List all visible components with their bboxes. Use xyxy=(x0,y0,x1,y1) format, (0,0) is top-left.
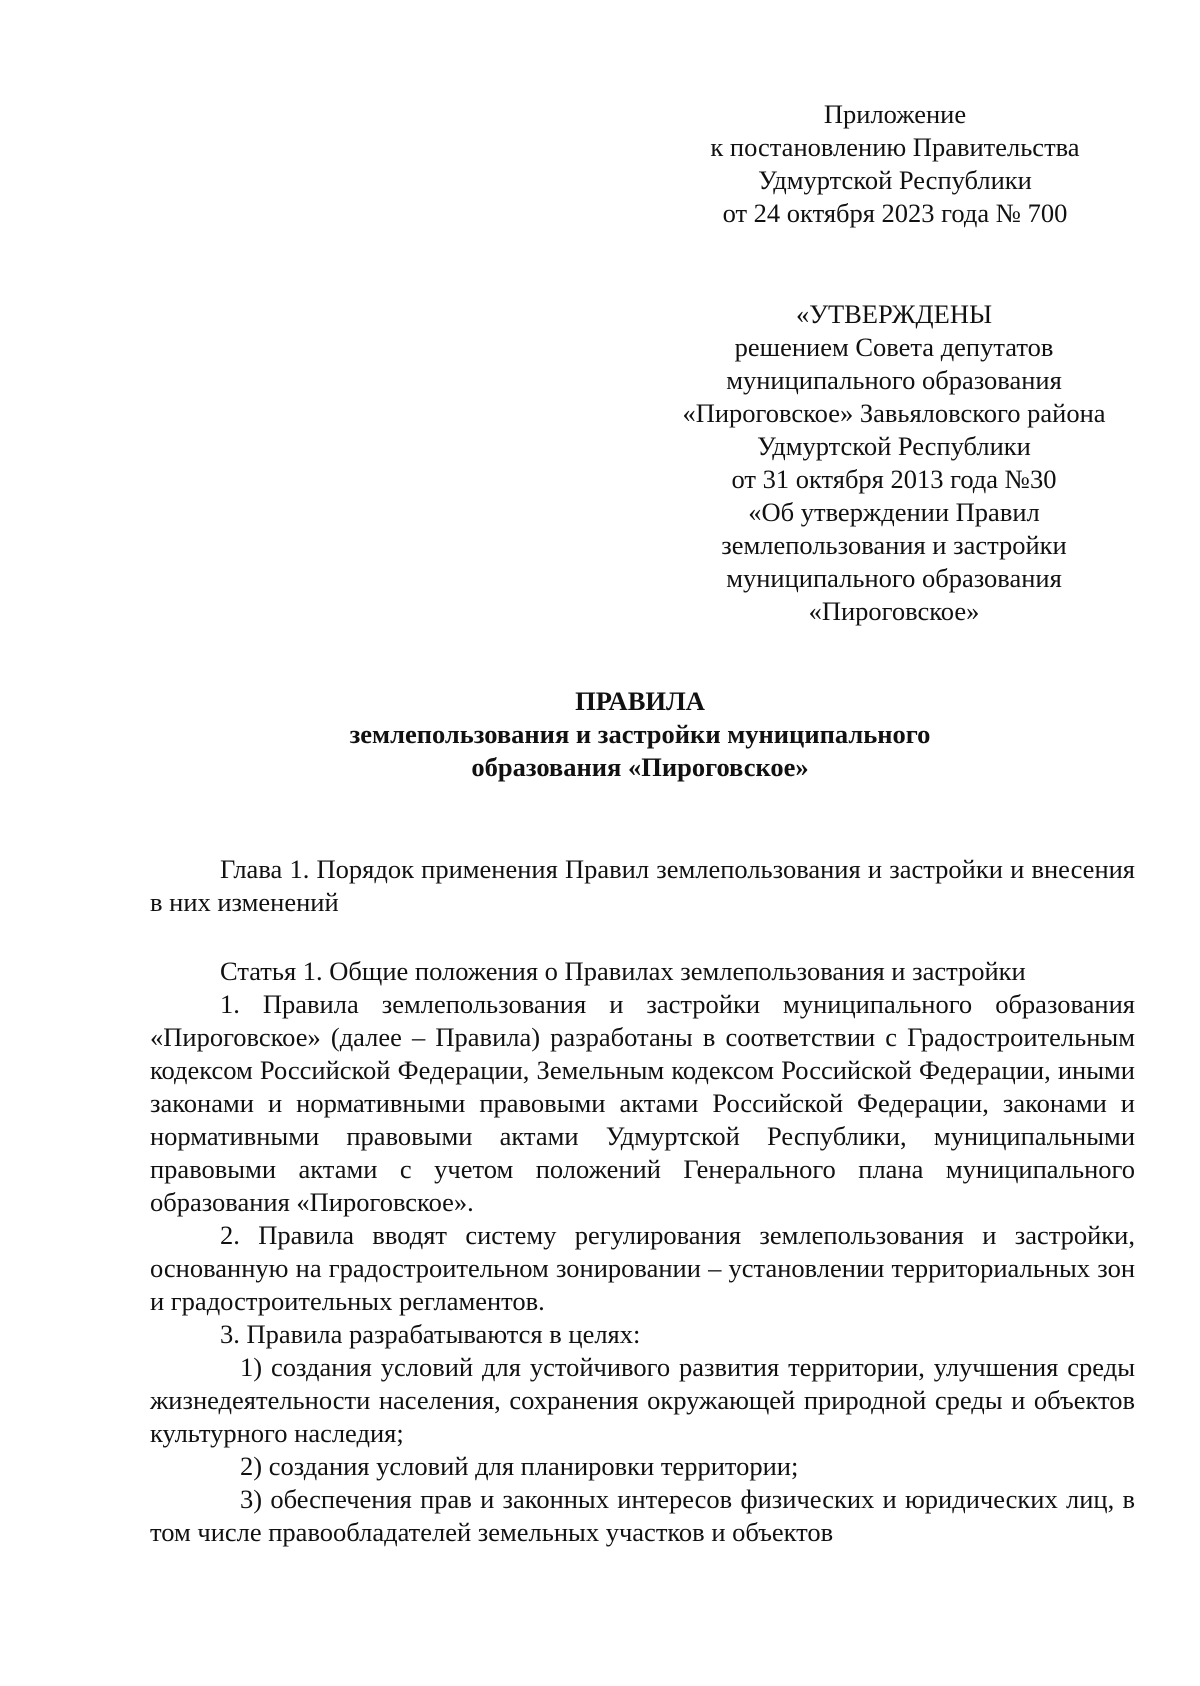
approval-line: муниципального образования xyxy=(726,563,1062,593)
approval-line: решением Совета депутатов xyxy=(734,332,1054,362)
approval-line: от 31 октября 2013 года №30 xyxy=(731,464,1057,494)
title-line: землепользования и застройки муниципального xyxy=(349,719,931,749)
approval-line: муниципального образования xyxy=(726,365,1062,395)
appendix-block xyxy=(660,98,1130,230)
appendix-line: к постановлению Правительства xyxy=(710,132,1080,162)
chapter-heading: Глава 1. Порядок применения Правил землепользования и застройки и внесения в них изменений xyxy=(150,854,1135,917)
appendix-line: Удмуртской Республики xyxy=(758,165,1032,195)
paragraph-3: 3. Правила разрабатываются в целях: xyxy=(220,1319,641,1349)
approval-line: землепользования и застройки xyxy=(721,530,1067,560)
approval-line: «Пироговское» xyxy=(808,596,980,626)
list-item-2: 2) создания условий для планировки территории; xyxy=(240,1451,799,1481)
approval-block xyxy=(630,298,1158,628)
paragraph-1: 1. Правила землепользования и застройки муниципального образования «Пироговское» (далее – Правила) разработаны в соответствии с Градостроительным кодексом Российской Федерации, Земельным кодексом Российской Федерации, иными законами и нормативными правовыми актами Российской Федерации, законами и нормативными правовыми актами Удмуртской Республики, муниципальными правовыми актами с учетом положений Генерального плана муниципального образования «Пироговское». xyxy=(150,989,1135,1217)
list-item-3: 3) обеспечения прав и законных интересов физических и юридических лиц, в том числе правообладателей земельных участков и объектов xyxy=(150,1484,1135,1547)
document-title xyxy=(140,685,1140,784)
approval-line: «Пироговское» Завьяловского района xyxy=(682,398,1106,428)
appendix-line: Приложение xyxy=(823,99,967,129)
paragraph-2: 2. Правила вводят систему регулирования землепользования и застройки, основанную на градостроительном зонировании – установлении территориальных зон и градостроительных регламентов. xyxy=(150,1220,1135,1316)
appendix-line: от 24 октября 2023 года № 700 xyxy=(722,198,1068,228)
title-line: образования «Пироговское» xyxy=(471,752,809,782)
title-main: ПРАВИЛА xyxy=(575,686,705,716)
approval-line: Удмуртской Республики xyxy=(757,431,1031,461)
approval-line: «УТВЕРЖДЕНЫ xyxy=(795,299,993,329)
document-body xyxy=(150,853,1135,1549)
approval-line: «Об утверждении Правил xyxy=(748,497,1040,527)
article-heading: Статья 1. Общие положения о Правилах землепользования и застройки xyxy=(220,956,1026,986)
list-item-1: 1) создания условий для устойчивого развития территории, улучшения среды жизнедеятельности населения, сохранения окружающей природной среды и объектов культурного наследия; xyxy=(150,1352,1135,1448)
